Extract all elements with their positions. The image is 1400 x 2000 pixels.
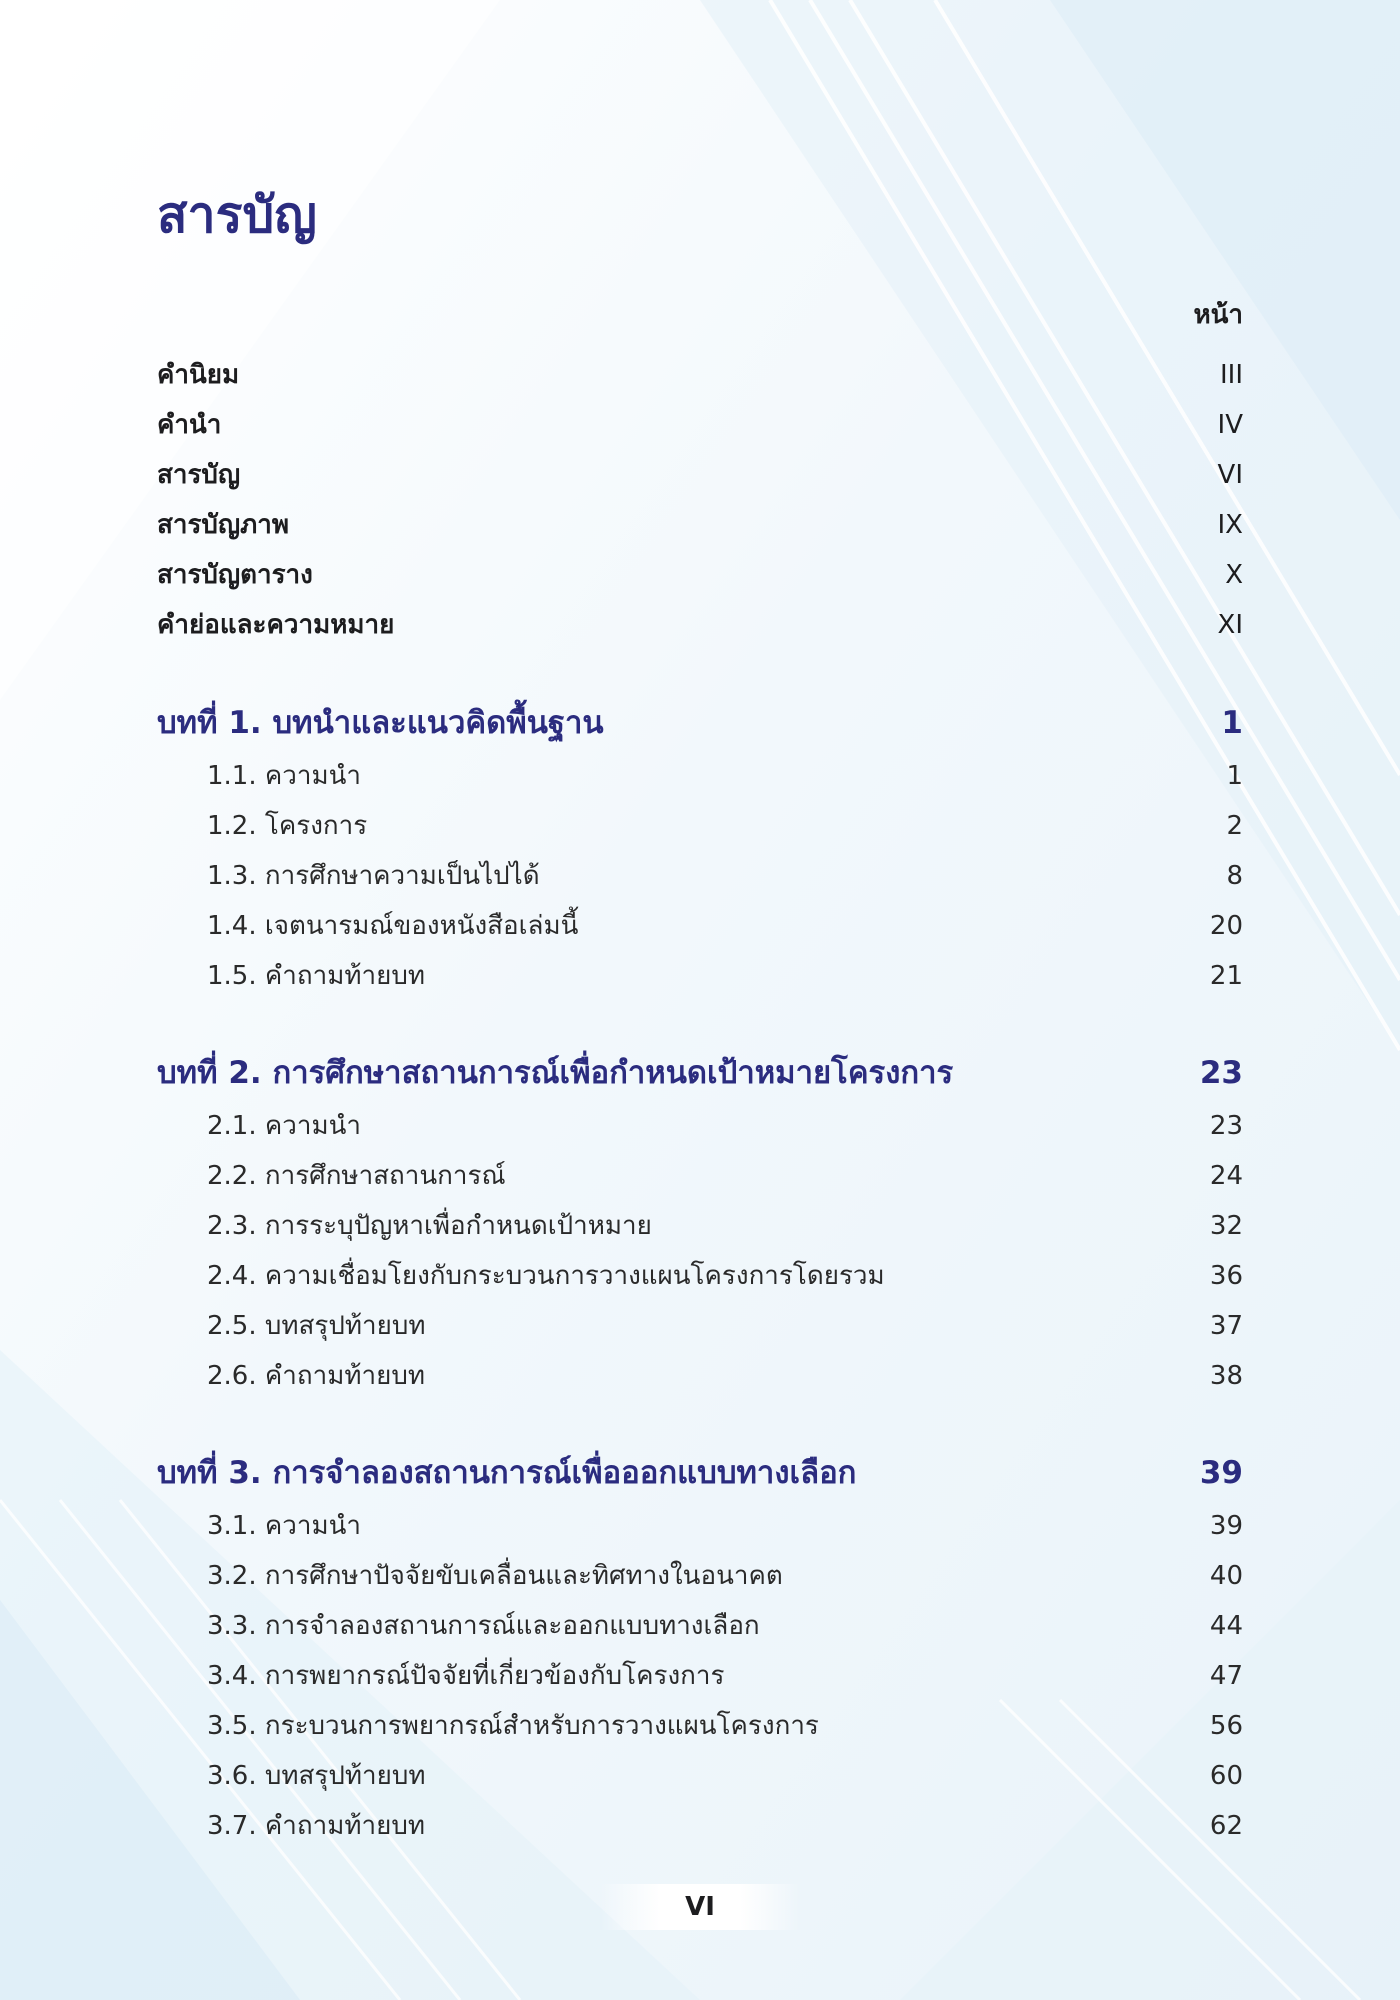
toc-section-label: 2.3. การระบุปัญหาเพื่อกำหนดเป้าหมาย xyxy=(207,1211,652,1241)
toc-section-page: 32 xyxy=(1209,1211,1243,1241)
toc-entry-label: สารบัญตาราง xyxy=(157,560,313,590)
toc-entry-page: IV xyxy=(1217,410,1243,440)
toc-chapter-3[interactable] xyxy=(157,1447,1243,1497)
toc-entry-front-2[interactable] xyxy=(157,404,1243,445)
toc-entry-front-4[interactable] xyxy=(157,504,1243,545)
toc-section-page: 21 xyxy=(1209,961,1243,991)
toc-section-2-2[interactable] xyxy=(157,1155,1243,1196)
page-number: VI xyxy=(600,1884,800,1930)
toc-section-3-1[interactable] xyxy=(157,1505,1243,1546)
toc-section-page: 1 xyxy=(1226,761,1243,791)
toc-section-page: 8 xyxy=(1226,861,1243,891)
toc-entry-label: สารบัญ xyxy=(157,460,241,490)
toc-section-label: 1.5. คำถามท้ายบท xyxy=(207,961,425,991)
toc-section-page: 20 xyxy=(1209,911,1243,941)
toc-section-label: 2.1. ความนำ xyxy=(207,1111,361,1141)
toc-section-label: 1.1. ความนำ xyxy=(207,761,361,791)
toc-section-page: 38 xyxy=(1209,1361,1243,1391)
toc-section-label: 2.6. คำถามท้ายบท xyxy=(207,1361,425,1391)
toc-page xyxy=(157,0,1243,2000)
toc-section-label: 2.4. ความเชื่อมโยงกับกระบวนการวางแผนโครงการโดยรวม xyxy=(207,1261,885,1291)
toc-entry-label: สารบัญภาพ xyxy=(157,510,289,540)
toc-section-label: 3.4. การพยากรณ์ปัจจัยที่เกี่ยวข้องกับโครงการ xyxy=(207,1661,725,1691)
toc-entry-front-5[interactable] xyxy=(157,554,1243,595)
toc-section-label: 2.5. บทสรุปท้ายบท xyxy=(207,1311,426,1341)
toc-section-page: 60 xyxy=(1209,1761,1243,1791)
toc-section-2-4[interactable] xyxy=(157,1255,1243,1296)
toc-section-3-4[interactable] xyxy=(157,1655,1243,1696)
toc-entry-label: คำนิยม xyxy=(157,360,240,390)
toc-entry-page: VI xyxy=(1217,460,1243,490)
toc-section-2-5[interactable] xyxy=(157,1305,1243,1346)
toc-chapter-label: บทที่ 1. บทนำและแนวคิดพื้นฐาน xyxy=(157,705,604,741)
toc-section-label: 3.3. การจำลองสถานการณ์และออกแบบทางเลือก xyxy=(207,1611,760,1641)
toc-section-page: 44 xyxy=(1209,1611,1243,1641)
toc-section-page: 56 xyxy=(1209,1711,1243,1741)
toc-section-label: 1.2. โครงการ xyxy=(207,811,368,841)
toc-section-1-2[interactable] xyxy=(157,805,1243,846)
toc-entry-page: X xyxy=(1225,560,1243,590)
toc-section-page: 47 xyxy=(1209,1661,1243,1691)
toc-section-label: 3.2. การศึกษาปัจจัยขับเคลื่อนและทิศทางในอนาคต xyxy=(207,1561,783,1591)
toc-section-3-5[interactable] xyxy=(157,1705,1243,1746)
toc-section-3-6[interactable] xyxy=(157,1755,1243,1796)
toc-entry-front-3[interactable] xyxy=(157,454,1243,495)
toc-section-3-2[interactable] xyxy=(157,1555,1243,1596)
toc-section-label: 1.4. เจตนารมณ์ของหนังสือเล่มนี้ xyxy=(207,911,579,941)
toc-section-2-1[interactable] xyxy=(157,1105,1243,1146)
toc-entry-label: คำนำ xyxy=(157,410,222,440)
toc-entry-front-6[interactable] xyxy=(157,604,1243,645)
toc-section-page: 23 xyxy=(1209,1111,1243,1141)
toc-entry-page: XI xyxy=(1217,610,1243,640)
toc-chapter-label: บทที่ 2. การศึกษาสถานการณ์เพื่อกำหนดเป้าหมายโครงการ xyxy=(157,1055,954,1091)
toc-section-label: 1.3. การศึกษาความเป็นไปได้ xyxy=(207,861,540,891)
page-column-header: หน้า xyxy=(1193,300,1243,330)
toc-section-1-5[interactable] xyxy=(157,955,1243,996)
toc-entry-front-1[interactable] xyxy=(157,354,1243,395)
toc-section-label: 3.6. บทสรุปท้ายบท xyxy=(207,1761,426,1791)
toc-chapter-label: บทที่ 3. การจำลองสถานการณ์เพื่อออกแบบทางเลือก xyxy=(157,1455,857,1491)
toc-chapter-page: 23 xyxy=(1199,1055,1243,1091)
toc-section-page: 36 xyxy=(1209,1261,1243,1291)
toc-chapter-2[interactable] xyxy=(157,1047,1243,1097)
toc-entry-label: คำย่อและความหมาย xyxy=(157,610,395,640)
toc-section-label: 3.1. ความนำ xyxy=(207,1511,361,1541)
toc-section-page: 62 xyxy=(1209,1811,1243,1841)
toc-chapter-page: 1 xyxy=(1221,705,1243,741)
toc-section-1-4[interactable] xyxy=(157,905,1243,946)
toc-entry-page: IX xyxy=(1217,510,1243,540)
page-title: สารบัญ xyxy=(157,186,317,244)
toc-chapter-1[interactable] xyxy=(157,697,1243,747)
toc-section-2-6[interactable] xyxy=(157,1355,1243,1396)
toc-chapter-page: 39 xyxy=(1199,1455,1243,1491)
toc-section-page: 2 xyxy=(1226,811,1243,841)
toc-entry-page: III xyxy=(1219,360,1243,390)
toc-section-2-3[interactable] xyxy=(157,1205,1243,1246)
toc-section-page: 39 xyxy=(1209,1511,1243,1541)
toc-section-label: 3.7. คำถามท้ายบท xyxy=(207,1811,425,1841)
toc-section-page: 37 xyxy=(1209,1311,1243,1341)
toc-section-label: 2.2. การศึกษาสถานการณ์ xyxy=(207,1161,506,1191)
toc-section-page: 40 xyxy=(1209,1561,1243,1591)
toc-section-3-7[interactable] xyxy=(157,1805,1243,1846)
toc-section-1-1[interactable] xyxy=(157,755,1243,796)
toc-section-label: 3.5. กระบวนการพยากรณ์สำหรับการวางแผนโครงการ xyxy=(207,1711,819,1741)
toc-section-1-3[interactable] xyxy=(157,855,1243,896)
toc-section-3-3[interactable] xyxy=(157,1605,1243,1646)
toc-section-page: 24 xyxy=(1209,1161,1243,1191)
